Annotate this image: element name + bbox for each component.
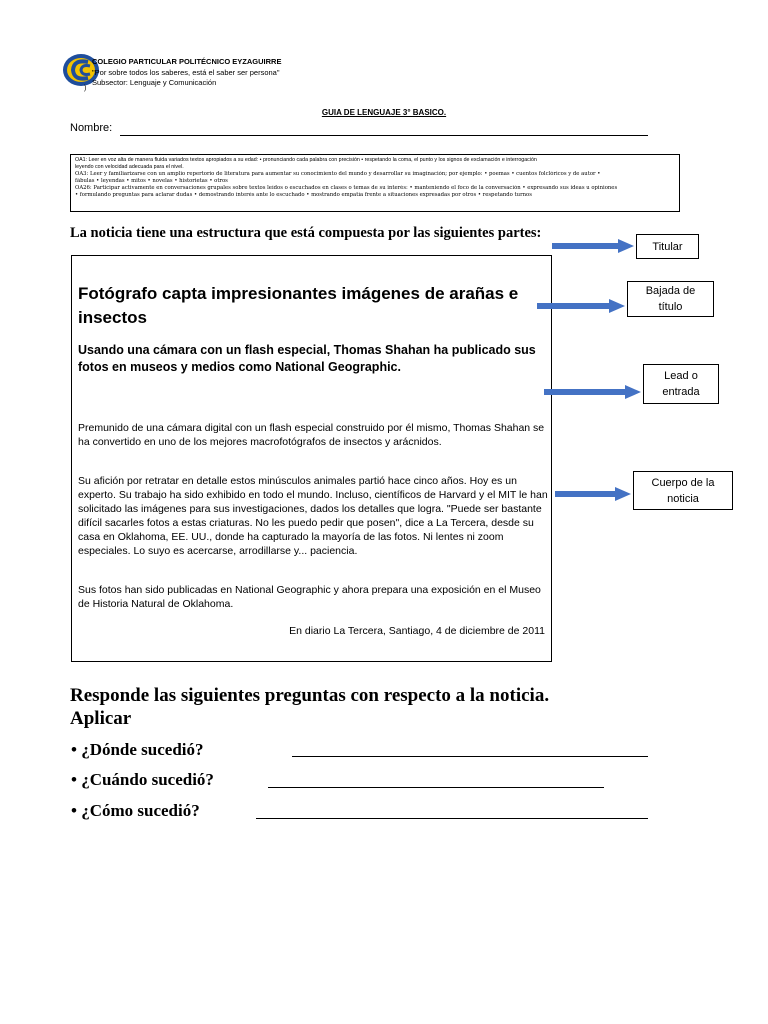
news-body-paragraph: Su afición por retratar en detalle estos minúsculos animales partió hace cinco años. Hoy es un experto. Su trabajo ha sido exhibido en todo el mundo. Incluso, científicos de Harvard y el MIT le han solicitado las imágenes para sus investigaciones, dados los detalles que logra. "Puede ser bastante difícil sacarles fotos a estas criaturas. No les puedo pedir que posen", dice a La Tercera, desde su casa en Oklahoma, EE. UU., donde ha capturado la mayoría de las fotos. Ni lentes ni zoom especiales. Lo suyo es acercarse, arrodillarse y... paciencia. (78, 475, 548, 557)
school-name: COLEGIO PARTICULAR POLITÉCNICO EYZAGUIRRE (92, 57, 282, 66)
answer-line-cuando[interactable] (268, 787, 604, 788)
news-headline: Fotógrafo capta impresionantes imágenes de arañas e insectos (78, 284, 519, 327)
structure-intro: La noticia tiene una estructura que está compuesta por las siguientes partes: (70, 225, 542, 241)
label-titular (636, 234, 699, 259)
objective-line: OA3: Leer y familiarizarse con un amplio repertorio de literatura para aumentar su conocimiento del mundo y desarrollar su imaginación; por ejemplo: • poemas • cuentos folclóricos y de autor • (75, 171, 601, 177)
arrow-right-icon (544, 385, 641, 399)
label-text: Cuerpo de la noticia (651, 476, 715, 505)
answer-line-donde[interactable] (292, 756, 648, 757)
label-text: Lead o entrada (662, 370, 700, 398)
news-body-paragraph: Sus fotos han sido publicadas en National Geographic y ahora prepara una exposición en el Museo de Historia Natural de Oklahoma. (78, 584, 541, 610)
school-motto: "Por sobre todos los saberes, está el saber ser persona" (92, 68, 280, 77)
news-lead-paragraph: Premunido de una cámara digital con un flash especial construido por él mismo, Thomas Shahan se ha convertido en uno de los mejores macrofotógrafos de insectos y arácnidos. (78, 422, 545, 448)
guide-title: GUIA DE LENGUAJE 3° BASICO. (321, 108, 447, 117)
name-field[interactable] (120, 135, 648, 136)
question-cuando: • ¿Cuándo sucedió? (71, 770, 214, 789)
arrow-right-icon (555, 487, 631, 501)
objective-line: OA26: Participar activamente en conversaciones grupales sobre textos leídos o escuchados en clases o temas de su interés: • manteniendo el foco de la conversación • expresando sus ideas u opiniones (75, 185, 618, 191)
label-lead-o-entrada (643, 364, 719, 404)
label-cuerpo-de-la-noticia (633, 471, 733, 510)
objective-line: leyendo con velocidad adecuada para el nivel. (75, 164, 184, 170)
objective-line: fábulas • leyendas • mitos • novelas • historietas • otros (75, 178, 228, 184)
question-donde: • ¿Dónde sucedió? (71, 740, 204, 759)
news-subhead: Usando una cámara con un flash especial, Thomas Shahan ha publicado sus fotos en museos y medios como National Geographic. (78, 343, 536, 374)
label-text: Bajada de título (645, 285, 696, 313)
question-como: • ¿Cómo sucedió? (71, 801, 200, 820)
objective-line: OA1: Leer en voz alta de manera fluida variados textos apropiados a su edad: • pronunciando cada palabra con precisión • respetando la coma, el punto y los signos de exclamación e interrogación (75, 157, 537, 163)
label-text: Titular (652, 240, 683, 253)
arrow-right-icon (552, 239, 634, 253)
questions-title: Responde las siguientes preguntas con respecto a la noticia. Aplicar (70, 685, 550, 729)
subject-line: Subsector: Lenguaje y Comunicación (92, 78, 217, 87)
objectives-box (70, 154, 680, 212)
name-label: Nombre: (70, 122, 113, 134)
stray-paren: ) (84, 85, 87, 92)
arrow-right-icon (537, 299, 625, 313)
news-source: En diario La Tercera, Santiago, 4 de diciembre de 2011 (289, 625, 545, 637)
answer-line-como[interactable] (256, 818, 648, 819)
objective-line: • formulando preguntas para aclarar dudas • demostrando interés ante lo escuchado • mostrando empatía frente a situaciones expresadas por otros • respetando turnos (75, 192, 532, 198)
label-bajada-de-titulo (627, 281, 714, 317)
